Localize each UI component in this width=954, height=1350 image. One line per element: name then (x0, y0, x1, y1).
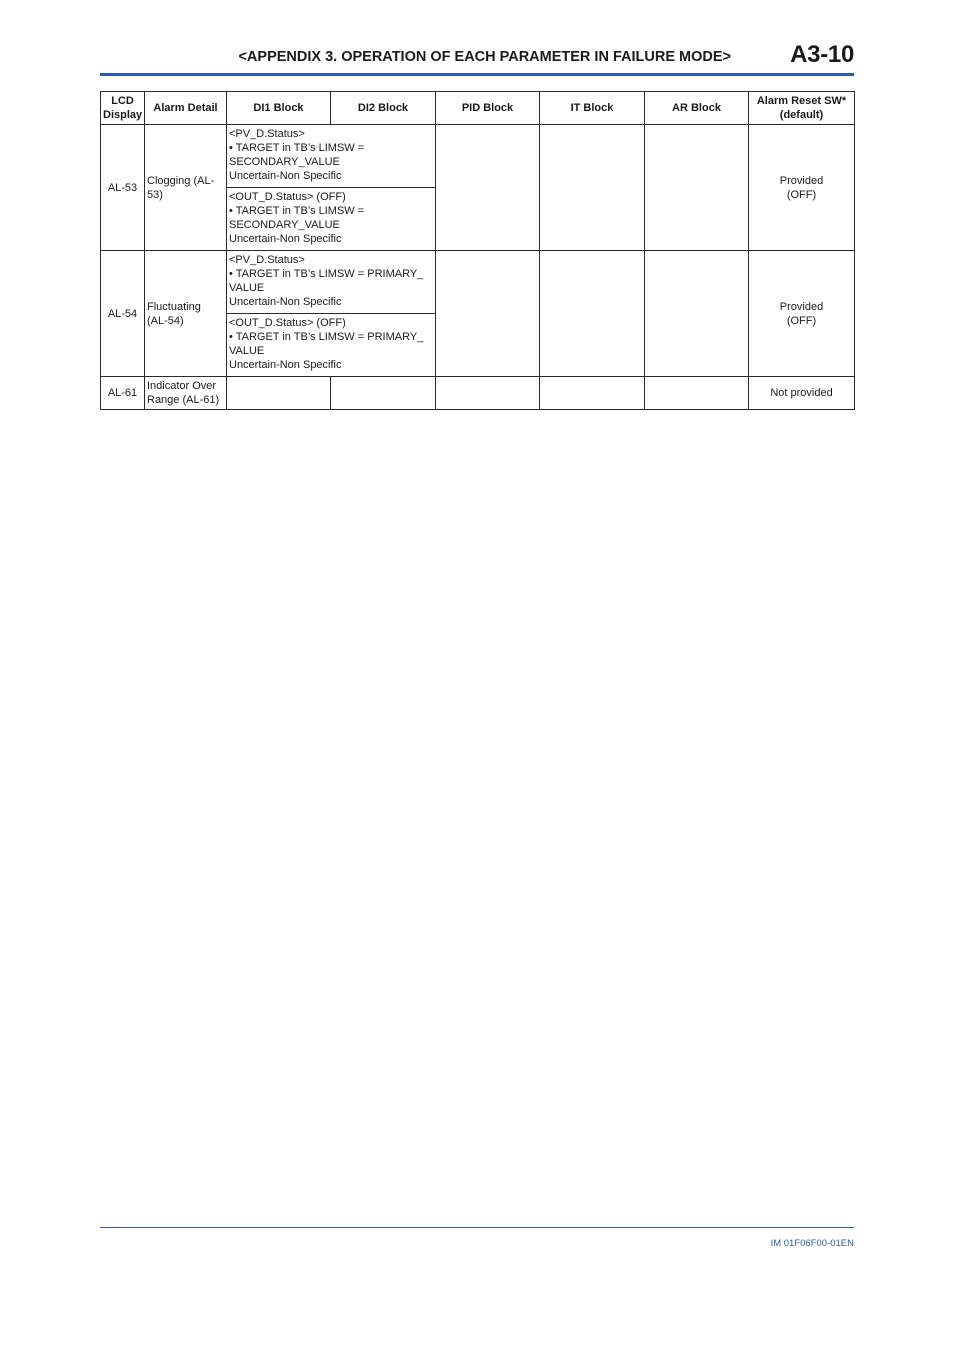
status-line: SECONDARY_VALUE (229, 156, 340, 168)
alarm-detail-line: Indicator Over (147, 380, 217, 392)
status-line: <PV_D.Status> (229, 128, 305, 140)
footer-divider (100, 1227, 854, 1228)
column-header-line: (default) (779, 109, 824, 121)
alarm-detail-cell (145, 251, 227, 377)
it-block-cell (540, 125, 645, 251)
alarm-reset-cell: Not provided (749, 377, 855, 410)
column-header-it-block: IT Block (540, 92, 645, 125)
page-number: A3-10 (790, 41, 854, 68)
table-header-row (101, 92, 855, 125)
column-header-line: Alarm Reset SW* (756, 95, 847, 107)
status-line: Uncertain-Non Specific (229, 359, 342, 371)
column-header-lcd-display (101, 92, 145, 125)
column-header-line: Display (103, 109, 143, 121)
column-header-ar-block: AR Block (645, 92, 749, 125)
alarm-detail-line: (AL-54) (147, 314, 184, 327)
ar-block-cell (645, 251, 749, 377)
status-line: Uncertain-Non Specific (229, 233, 342, 245)
status-line: • TARGET in TB’s LIMSW = PRIMARY_ (229, 268, 424, 280)
di-status-cell (227, 188, 436, 251)
it-block-cell (540, 251, 645, 377)
alarm-detail-cell (145, 125, 227, 251)
column-header-di1-block: DI1 Block (227, 92, 331, 125)
di1-block-cell (227, 377, 331, 410)
table-row (101, 251, 855, 314)
alarm-reset-line: (OFF) (786, 314, 817, 327)
alarm-reset-line: (OFF) (786, 188, 817, 201)
column-header-alarm-detail: Alarm Detail (145, 92, 227, 125)
di-status-cell (227, 251, 436, 314)
alarm-detail-line: 53) (147, 188, 163, 201)
status-line: • TARGET in TB’s LIMSW = PRIMARY_ (229, 331, 424, 343)
status-line: VALUE (229, 345, 265, 357)
table-row (101, 125, 855, 188)
column-header-alarm-reset (749, 92, 855, 125)
column-header-pid-block: PID Block (436, 92, 540, 125)
status-line: <PV_D.Status> (229, 254, 305, 266)
status-line: <OUT_D.Status> (OFF) (229, 191, 346, 203)
status-line: Uncertain-Non Specific (229, 170, 342, 182)
status-line: <OUT_D.Status> (OFF) (229, 317, 346, 329)
status-line: • TARGET in TB’s LIMSW = (229, 142, 365, 154)
status-line: VALUE (229, 282, 265, 294)
page-title: <APPENDIX 3. OPERATION OF EACH PARAMETER IN FAILURE MODE> (238, 49, 731, 65)
status-line: SECONDARY_VALUE (229, 219, 340, 231)
lcd-display-cell: AL-53 (101, 125, 145, 251)
lcd-display-cell: AL-54 (101, 251, 145, 377)
di-status-cell (227, 125, 436, 188)
header-divider (100, 73, 854, 76)
pid-block-cell (436, 377, 540, 410)
status-line: Uncertain-Non Specific (229, 296, 342, 308)
alarm-detail-line: Clogging (AL- (147, 174, 215, 187)
column-header-line: LCD (111, 95, 134, 107)
column-header-di2-block: DI2 Block (331, 92, 436, 125)
alarm-table (100, 91, 855, 410)
page-header (100, 40, 854, 74)
alarm-detail-line: Fluctuating (147, 300, 201, 313)
alarm-detail-cell (145, 377, 227, 410)
document-id: IM 01F06F00-01EN (770, 1238, 854, 1249)
alarm-reset-cell (749, 125, 855, 251)
di2-block-cell (331, 377, 436, 410)
status-line: • TARGET in TB’s LIMSW = (229, 205, 365, 217)
lcd-display-cell: AL-61 (101, 377, 145, 410)
table-row (101, 377, 855, 410)
di-status-cell (227, 314, 436, 377)
alarm-reset-line: Provided (779, 300, 824, 313)
it-block-cell (540, 377, 645, 410)
pid-block-cell (436, 251, 540, 377)
pid-block-cell (436, 125, 540, 251)
alarm-reset-line: Provided (779, 174, 824, 187)
ar-block-cell (645, 377, 749, 410)
ar-block-cell (645, 125, 749, 251)
alarm-detail-line: Range (AL-61) (147, 394, 220, 406)
alarm-reset-cell (749, 251, 855, 377)
